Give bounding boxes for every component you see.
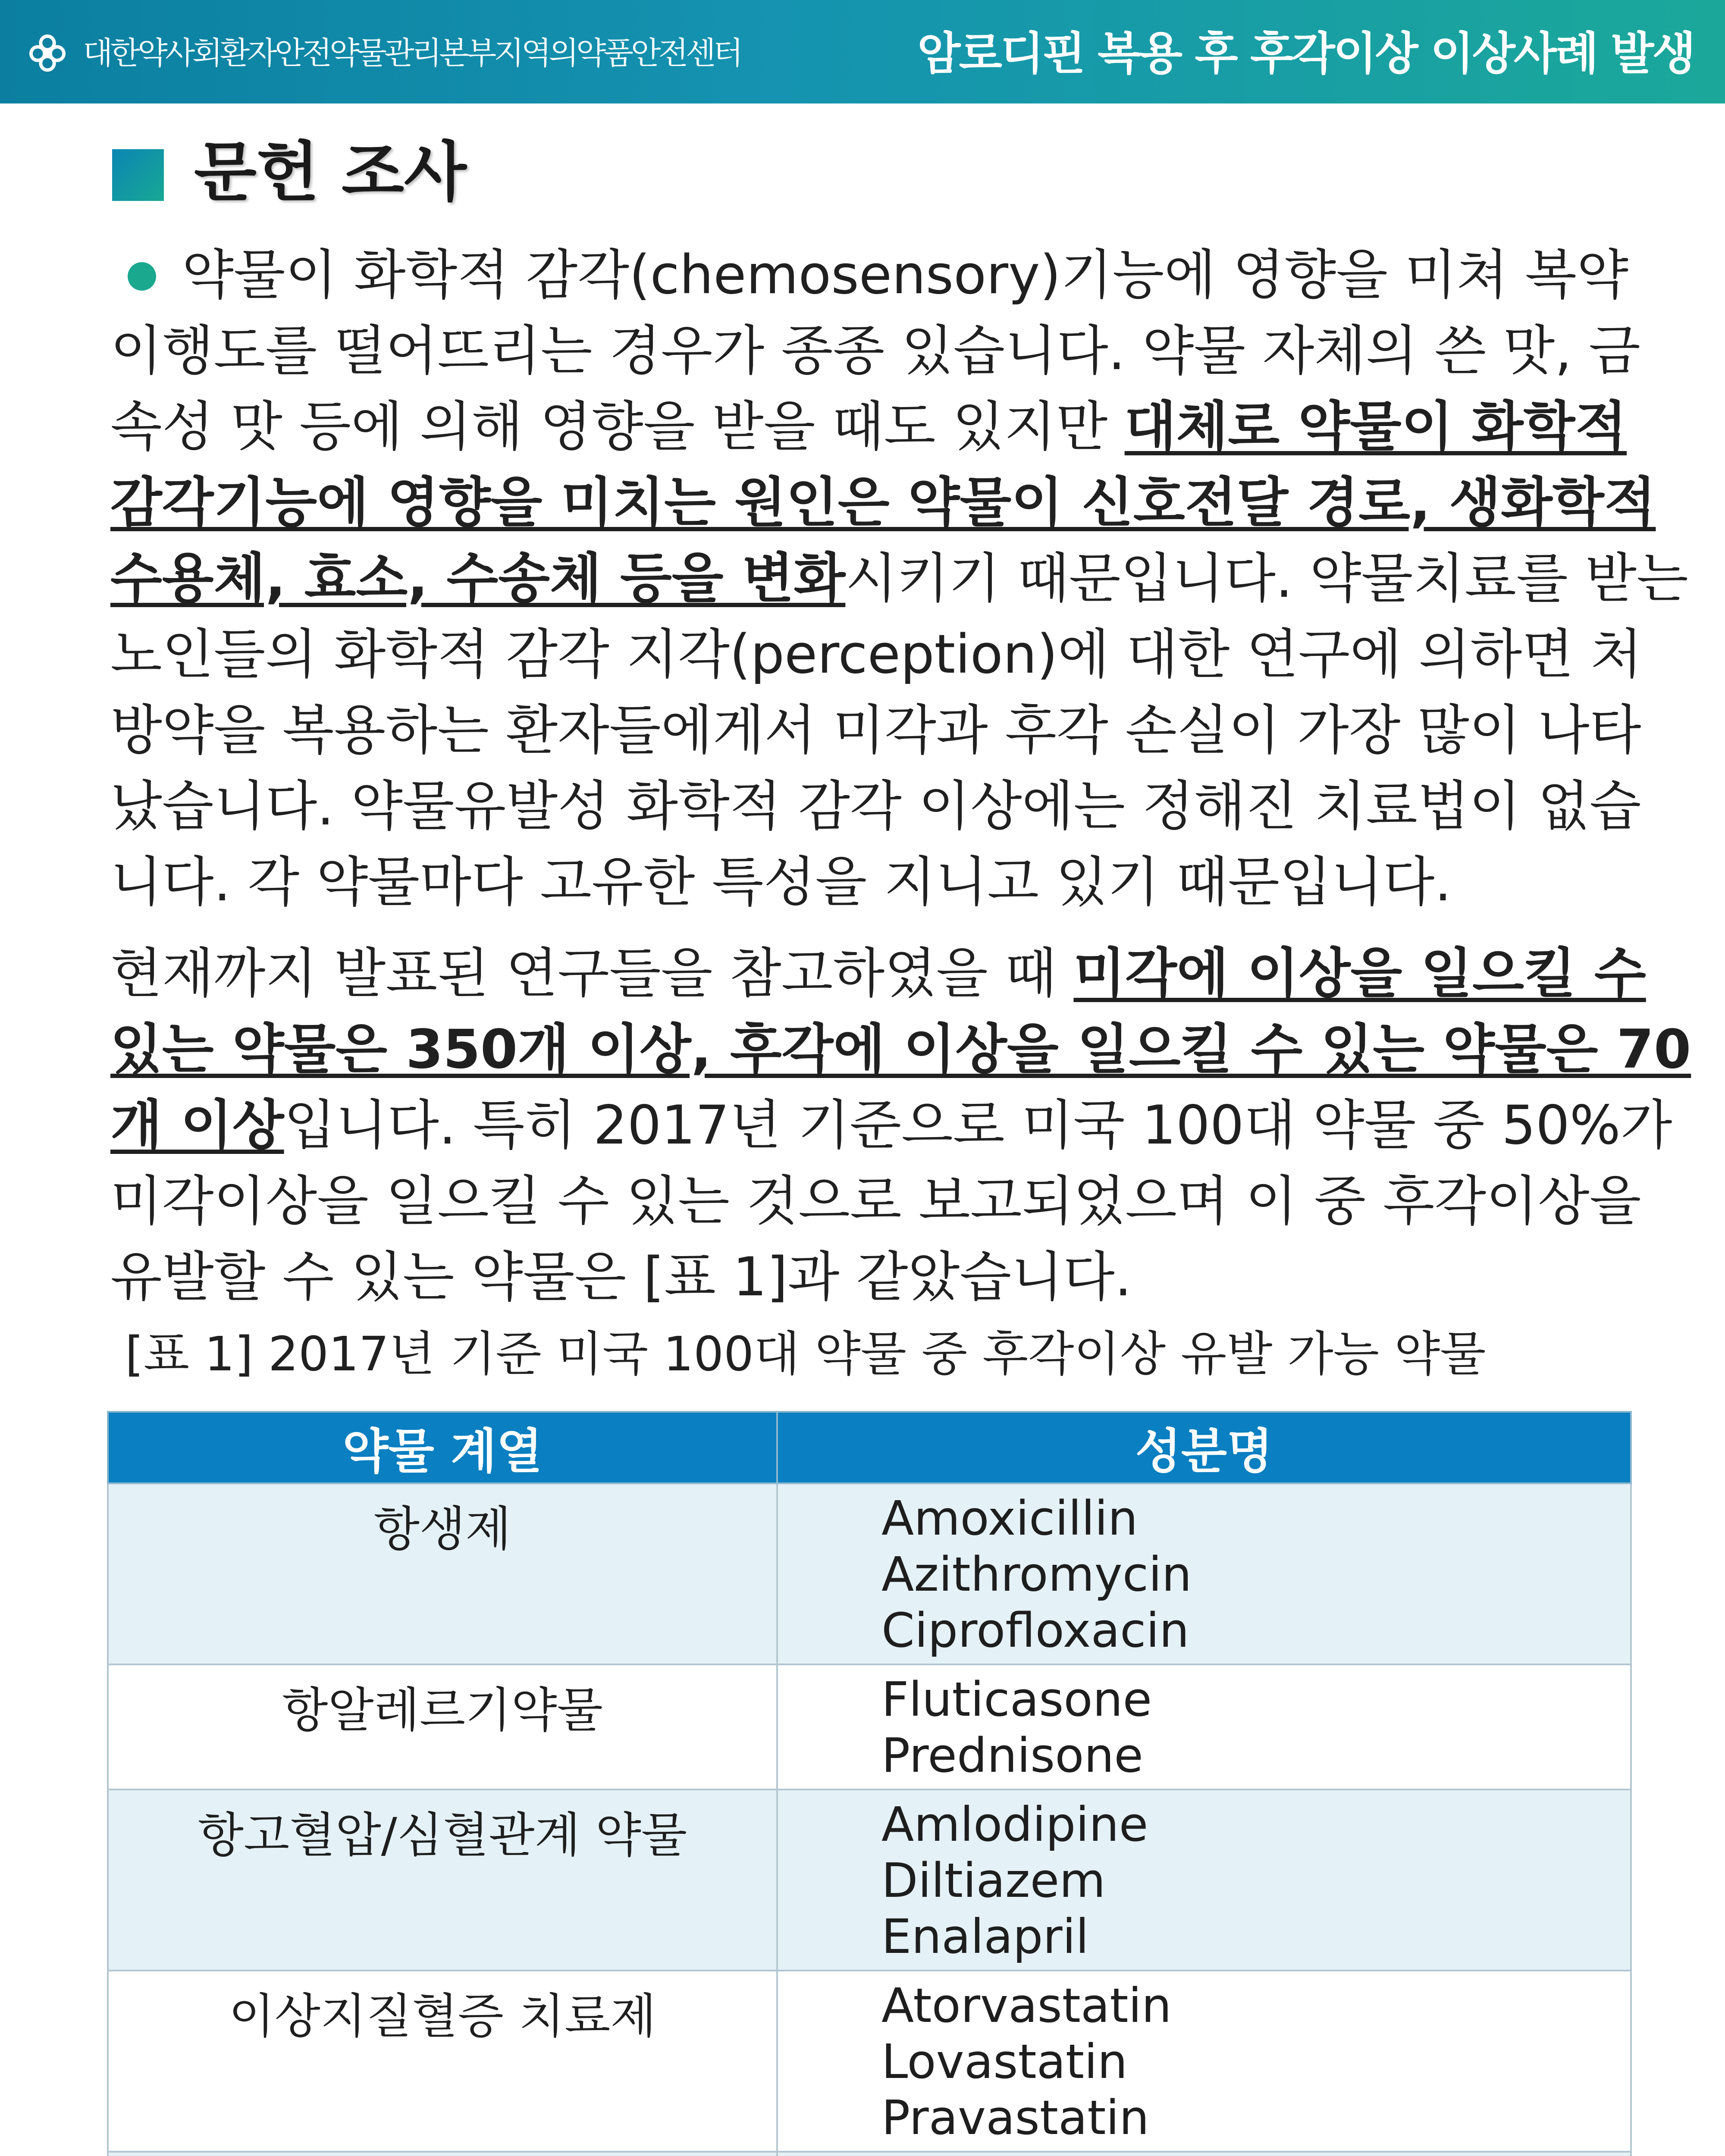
- paragraph-line: 니다. 각 약물마다 고유한 특성을 지니고 있기 때문입니다.: [110, 851, 1452, 913]
- column-header-ingredient: 성분명: [777, 1412, 1631, 1483]
- table-row: [108, 1483, 1631, 1664]
- paragraph-line: [110, 1012, 1691, 1087]
- ingredient-cell: [777, 1664, 1631, 1789]
- organization-name: 대한약사회환자안전약물관리본부지역의약품안전센터: [83, 35, 741, 71]
- ingredient-name: Diltiazem: [881, 1853, 1106, 1908]
- paragraph-literature-1: [110, 237, 1688, 920]
- ingredient-name: Amlodipine: [881, 1797, 1148, 1852]
- paragraph-line: 났습니다. 약물유발성 화학적 감각 이상에는 정해진 치료법이 없습: [110, 775, 1641, 837]
- drug-class-cell: 항알레르기약물: [108, 1664, 777, 1789]
- paragraph-line: 노인들의 화학적 감각 지각(perception)에 대한 연구에 의하면 처: [110, 624, 1643, 686]
- paragraph-line: 이행도를 떨어뜨리는 경우가 종종 있습니다. 약물 자체의 쓴 맛, 금: [110, 320, 1640, 382]
- paragraph-line: 현재까지 발표된 연구들을 참고하였을 때 미각에 이상을 일으킬 수: [110, 943, 1646, 1005]
- column-header-class: 약물 계열: [108, 1412, 777, 1483]
- drug-class-cell: [108, 2152, 777, 2156]
- paragraph-line: 방약을 복용하는 환자들에게서 미각과 후각 손실이 가장 많이 나타: [110, 699, 1641, 761]
- table-header-row: [108, 1412, 1631, 1483]
- ingredient-cell: [777, 1789, 1631, 1971]
- heading-square-icon: [112, 149, 164, 201]
- paragraph-line: 속성 맛 등에 의해 영향을 받을 때도 있지만 대체로 약물이 화학적: [110, 396, 1627, 458]
- paragraph-line: 약물이 화학적 감각(chemosensory)기능에 영향을 미쳐 복약: [110, 237, 1620, 313]
- table-row: [108, 2152, 1631, 2156]
- header-bar: [0, 0, 1725, 103]
- underlined-emphasis: 수용체, 효소, 수송체 등을 변화: [110, 548, 846, 610]
- paragraph-line: 유발할 수 있는 약물은 [표 1]과 같았습니다.: [110, 1246, 1132, 1308]
- paragraph-literature-2: [110, 936, 1691, 1315]
- underlined-emphasis: 있는 약물은 350개 이상, 후각에 이상을 일으킬 수 있는 약물은 70: [110, 1018, 1691, 1081]
- ingredient-cell: [777, 1971, 1631, 2152]
- underlined-emphasis: 개 이상: [110, 1094, 284, 1156]
- section-heading-text: 문헌 조사: [194, 135, 467, 210]
- ingredient-name: Amoxicillin: [881, 1491, 1138, 1546]
- underlined-emphasis: 미각에 이상을 일으킬 수: [1073, 943, 1646, 1005]
- drug-class-cell: 항고혈압/심혈관계 약물: [108, 1789, 777, 1971]
- ingredient-name: Prednisone: [881, 1728, 1143, 1783]
- drug-table: [107, 1411, 1632, 2156]
- table-row: [108, 1664, 1631, 1789]
- ingredient-name: Lovastatin: [881, 2034, 1128, 2089]
- underlined-emphasis: 감각기능에 영향을 미치는 원인은 약물이 신호전달 경로, 생화학적: [110, 472, 1656, 534]
- drug-class-cell: 항생제: [108, 1483, 777, 1664]
- ingredient-cell: [777, 1483, 1631, 1664]
- pharmacy-cross-logo-icon: [23, 28, 72, 77]
- drug-class-cell: 이상지질혈증 치료제: [108, 1971, 777, 2152]
- table-row: [108, 1789, 1631, 1971]
- ingredient-name: Azithromycin: [881, 1547, 1192, 1602]
- paragraph-line: 수용체, 효소, 수송체 등을 변화시키기 때문입니다. 약물치료를 받는: [110, 548, 1688, 610]
- ingredient-name: Ciprofloxacin: [881, 1603, 1189, 1658]
- table-body: [108, 1483, 1631, 2156]
- paragraph-line: 미각이상을 일으킬 수 있는 것으로 보고되었으며 이 중 후각이상을: [110, 1170, 1641, 1232]
- ingredient-name: Pravastatin: [881, 2090, 1149, 2145]
- table-caption: [표 1] 2017년 기준 미국 100대 약물 중 후각이상 유발 가능 약물: [125, 1326, 1486, 1382]
- ingredient-cell: [777, 2152, 1631, 2156]
- table-row: [108, 1971, 1631, 2152]
- ingredient-name: Fluticasone: [881, 1672, 1152, 1727]
- bullet-icon: [128, 262, 156, 291]
- paragraph-line: 개 이상입니다. 특히 2017년 기준으로 미국 100대 약물 중 50%가: [110, 1094, 1672, 1156]
- paragraph-line: [110, 465, 1656, 541]
- underlined-emphasis: 대체로 약물이 화학적: [1124, 396, 1627, 458]
- ingredient-name: Atorvastatin: [881, 1978, 1172, 2033]
- ingredient-name: Enalapril: [881, 1909, 1089, 1964]
- document-title: 암로디핀 복용 후 후각이상 이상사례 발생: [917, 27, 1694, 80]
